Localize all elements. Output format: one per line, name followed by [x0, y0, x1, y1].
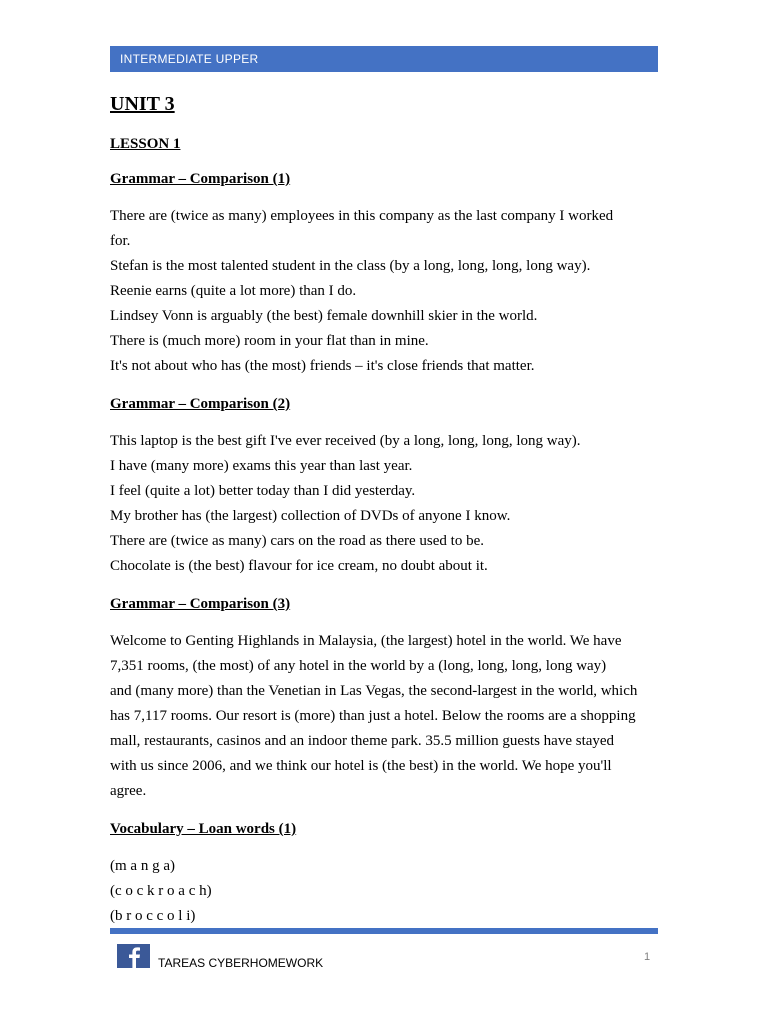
vocabulary-word: (m a n g a) [110, 858, 175, 874]
comparison-2-sentences [110, 429, 662, 579]
sentence: My brother has (the largest) collection of DVDs of anyone I know. [110, 508, 511, 524]
header-label: INTERMEDIATE UPPER [120, 52, 259, 66]
sentence: There are (twice as many) cars on the road as there used to be. [110, 533, 484, 549]
facebook-icon [117, 944, 150, 968]
page-number: 1 [644, 951, 651, 963]
sentence: Lindsey Vonn is arguably (the best) female downhill skier in the world. [110, 308, 538, 324]
sentence: I have (many more) exams this year than last year. [110, 458, 413, 474]
comparison-1-sentences [110, 204, 662, 379]
paragraph-line: mall, restaurants, casinos and an indoor theme park. 35.5 million guests have stayed [110, 733, 615, 749]
vocabulary-1-words [110, 854, 662, 929]
section-heading-comparison-2: Grammar – Comparison (2) [110, 396, 291, 412]
paragraph-line: Welcome to Genting Highlands in Malaysia, (the largest) hotel in the world. We have [110, 633, 622, 649]
document-body [110, 86, 662, 929]
sentence: I feel (quite a lot) better today than I did yesterday. [110, 483, 416, 499]
unit-title: UNIT 3 [110, 93, 175, 115]
lesson-title: LESSON 1 [110, 136, 181, 152]
sentence: Chocolate is (the best) flavour for ice cream, no doubt about it. [110, 558, 488, 574]
footer-rule [110, 928, 658, 934]
paragraph-line: with us since 2006, and we think our hotel is (the best) in the world. We hope you'll [110, 758, 612, 774]
header-bar [110, 46, 658, 72]
sentence: Stefan is the most talented student in the class (by a long, long, long, long way). [110, 258, 591, 274]
comparison-3-paragraph [110, 629, 662, 804]
paragraph-line: has 7,117 rooms. Our resort is (more) than just a hotel. Below the rooms are a shopping [110, 708, 636, 724]
paragraph-line: and (many more) than the Venetian in Las Vegas, the second-largest in the world, which [110, 683, 638, 699]
section-heading-comparison-1: Grammar – Comparison (1) [110, 171, 291, 187]
vocabulary-word: (c o c k r o a c h) [110, 883, 212, 899]
sentence: This laptop is the best gift I've ever received (by a long, long, long, long way). [110, 433, 581, 449]
section-heading-comparison-3: Grammar – Comparison (3) [110, 596, 291, 612]
paragraph-line: 7,351 rooms, (the most) of any hotel in the world by a (long, long, long, long way) [110, 658, 607, 674]
sentence: It's not about who has (the most) friends – it's close friends that matter. [110, 358, 535, 374]
footer-label: TAREAS CYBERHOMEWORK [158, 956, 324, 970]
sentence: for. [110, 233, 131, 249]
paragraph-line: agree. [110, 783, 147, 799]
vocabulary-word: (b r o c c o l i) [110, 908, 196, 924]
sentence: There is (much more) room in your flat than in mine. [110, 333, 429, 349]
section-heading-vocabulary-1: Vocabulary – Loan words (1) [110, 821, 297, 837]
sentence: Reenie earns (quite a lot more) than I do. [110, 283, 357, 299]
sentence: There are (twice as many) employees in this company as the last company I worked [110, 208, 614, 224]
